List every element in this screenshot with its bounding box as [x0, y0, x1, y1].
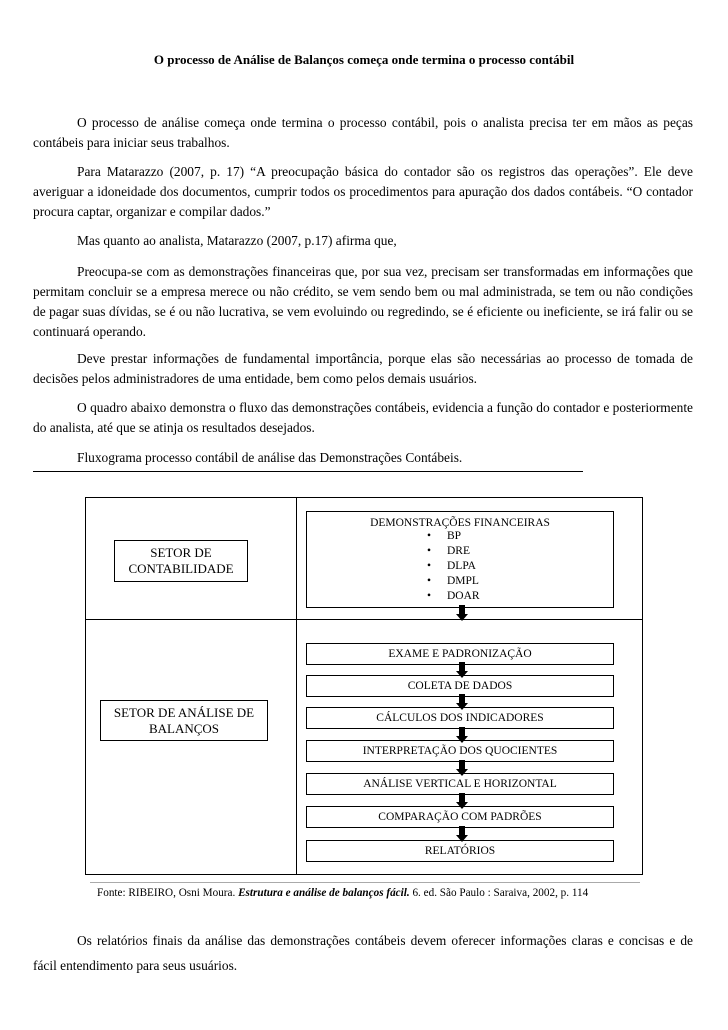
- down-arrow-icon: [456, 662, 468, 678]
- down-arrow-icon: [456, 605, 468, 621]
- down-arrow-icon: [456, 760, 468, 776]
- bullet-icon: •: [427, 530, 432, 542]
- demonstracoes-item: • DRE: [427, 545, 470, 557]
- setor-analise-box: [100, 700, 268, 741]
- paragraph-2: Para Matarazzo (2007, p. 17) “A preocupação básica do contador são os registros das operações”. Ele deve averiguar a idoneidade dos documentos, cumprir todos os procedimentos para apuração dos dados contábeis. “O contador procura captar, organizar e compilar dados.”: [33, 164, 693, 219]
- bullet-icon: •: [427, 575, 432, 587]
- step-interpretacao-quocientes: INTERPRETAÇÃO DOS QUOCIENTES: [306, 740, 614, 762]
- demonstracoes-financeiras-box: [306, 511, 614, 608]
- demonstracoes-item: • DMPL: [427, 575, 479, 587]
- step-comparacao-padroes: COMPARAÇÃO COM PADRÕES: [306, 806, 614, 828]
- step-exame-padronizacao: EXAME E PADRONIZAÇÃO: [306, 643, 614, 665]
- down-arrow-icon: [456, 826, 468, 842]
- paragraph-1: O processo de análise começa onde termina o processo contábil, pois o analista precisa ter em mãos as peças contábeis para iniciar seus trabalhos.: [33, 115, 693, 150]
- fonte-suffix: 6. ed. São Paulo : Saraiva, 2002, p. 114: [409, 887, 589, 899]
- fonte-prefix: Fonte: RIBEIRO, Osni Moura.: [97, 887, 239, 899]
- closing-paragraph: Os relatórios finais da análise das demonstrações contábeis devem oferecer informações claras e concisas e de fácil entendimento para seus usuários.: [33, 933, 693, 973]
- setor-analise-line-1: SETOR DE ANÁLISE DE: [113, 704, 255, 720]
- demonstracoes-list: [307, 529, 613, 604]
- down-arrow-icon: [456, 694, 468, 710]
- demonstracoes-item: • DOAR: [427, 590, 480, 602]
- setor-contabilidade-line-1: SETOR DE: [150, 545, 212, 560]
- paragraph-6: O quadro abaixo demonstra o fluxo das demonstrações contábeis, evidencia a função do contador e posteriormente do analista, até que se atinja os resultados desejados.: [33, 400, 693, 435]
- setor-contabilidade-line-2: CONTABILIDADE: [128, 561, 234, 576]
- paragraph-5: Deve prestar informações de fundamental importância, porque elas são necessárias ao processo de tomada de decisões pelos administradores de uma entidade, bem como pelos demais usuários.: [33, 351, 693, 386]
- step-relatorios: RELATÓRIOS: [306, 840, 614, 862]
- flowchart-column-divider: [296, 497, 297, 875]
- setor-contabilidade-box: [114, 540, 248, 582]
- demonstracoes-item: • BP: [427, 530, 462, 542]
- step-coleta-dados: COLETA DE DADOS: [306, 675, 614, 697]
- step-calculos-indicadores: CÁLCULOS DOS INDICADORES: [306, 707, 614, 729]
- fonte-book-title: Estrutura e análise de balanços fácil.: [238, 887, 410, 899]
- paragraph-3: Mas quanto ao analista, Matarazzo (2007, p.17) afirma que,: [77, 233, 397, 248]
- demonstracoes-item: • DLPA: [427, 560, 476, 572]
- setor-analise-line-2: BALANÇOS: [148, 720, 220, 736]
- fonte-separator: [90, 882, 640, 883]
- demonstracoes-title: DEMONSTRAÇÕES FINANCEIRAS: [370, 517, 550, 529]
- page-title: O processo de Análise de Balanços começa onde termina o processo contábil: [153, 52, 575, 67]
- step-analise-vertical-horizontal: ANÁLISE VERTICAL E HORIZONTAL: [306, 773, 614, 795]
- flowchart-row-divider: [85, 619, 643, 620]
- bullet-icon: •: [427, 590, 432, 602]
- bullet-icon: •: [427, 545, 432, 557]
- paragraph-4: Preocupa-se com as demonstrações financeiras que, por sua vez, precisam ser transformadas em informações que permitam concluir se a empresa merece ou não crédito, se vem sendo bem ou mal administrada, se tem ou não condições de pagar suas dívidas, se é ou não lucrativa, se vem evoluindo ou regredindo, se é eficiente ou ineficiente, se irá falir ou se continuará operando.: [33, 264, 693, 339]
- down-arrow-icon: [456, 793, 468, 809]
- fonte-citation: [97, 887, 588, 899]
- separator-line: [33, 471, 583, 472]
- down-arrow-icon: [456, 727, 468, 743]
- bullet-icon: •: [427, 560, 432, 572]
- paragraph-7: Fluxograma processo contábil de análise das Demonstrações Contábeis.: [77, 450, 463, 465]
